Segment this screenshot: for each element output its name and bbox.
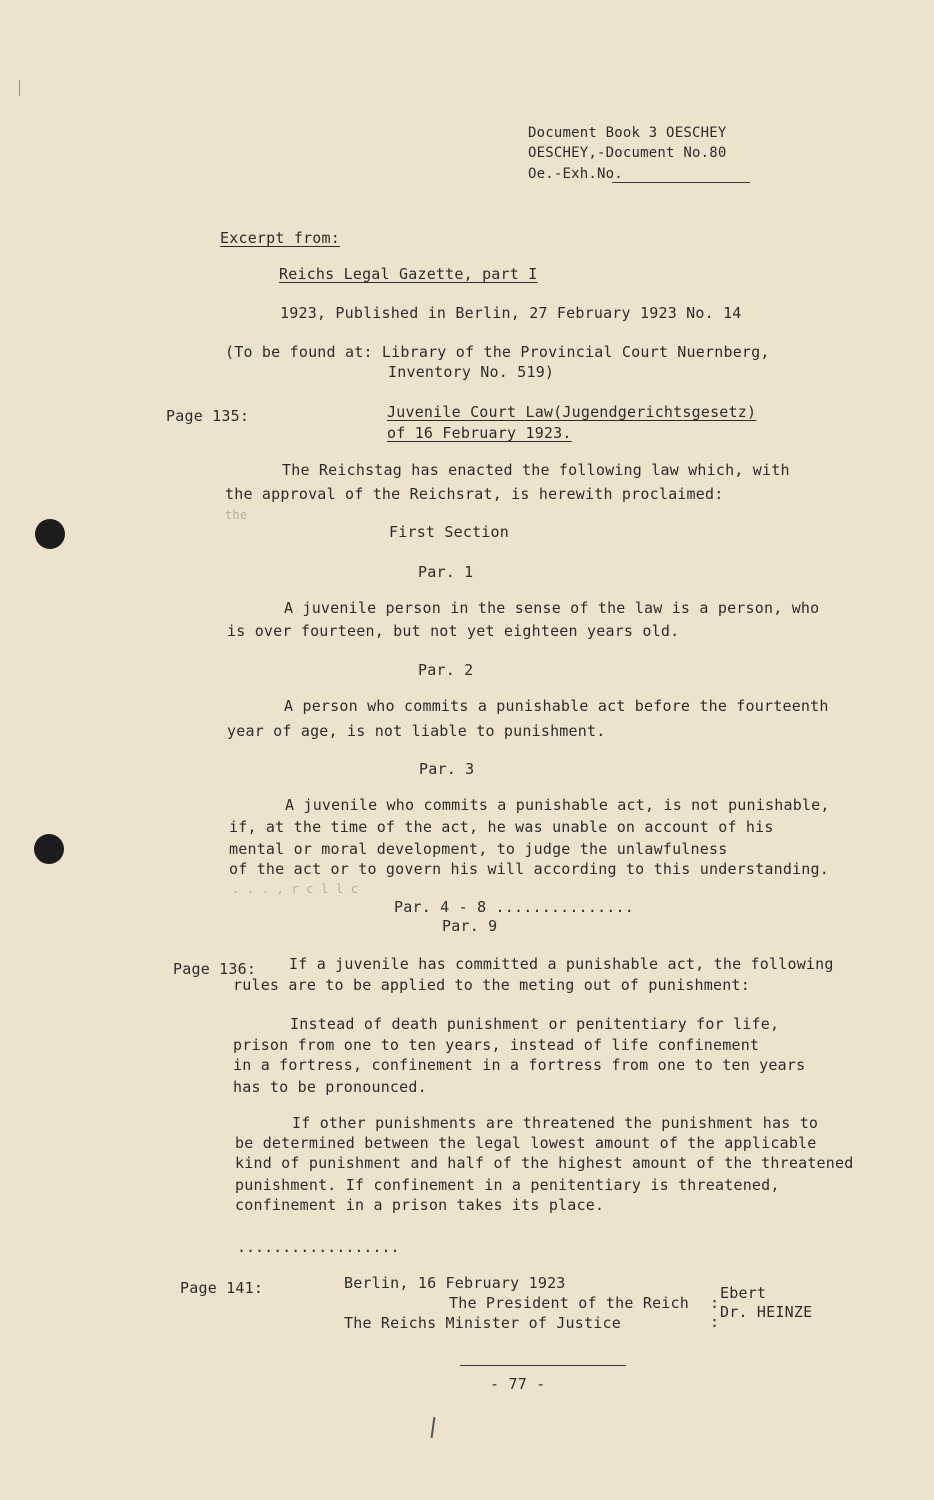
par9-rule2-line2: be determined between the legal lowest amount of the applicable xyxy=(235,1134,817,1152)
par9-rule2-line5: confinement in a prison takes its place. xyxy=(235,1196,605,1214)
page-ref-136: Page 136: xyxy=(173,960,257,978)
par3-heading: Par. 3 xyxy=(419,760,475,778)
law-title-line1: Juvenile Court Law(Jugendgerichtsgesetz) xyxy=(387,403,757,421)
publication-line: 1923, Published in Berlin, 27 February 1923 No. 14 xyxy=(280,304,742,322)
preamble-faint: the xyxy=(225,508,248,522)
par9-rule1-line4: has to be pronounced. xyxy=(233,1078,427,1096)
preamble-line1: The Reichstag has enacted the following law which, with xyxy=(282,461,790,479)
section-title: First Section xyxy=(389,523,509,541)
par3-line4: of the act or to govern his will according to this understanding. xyxy=(229,860,829,878)
par9-rule1-line2: prison from one to ten years, instead of life confinement xyxy=(233,1036,760,1054)
par3-faint: . . . , r c l l c xyxy=(232,882,359,896)
par3-line1: A juvenile who commits a punishable act, is not punishable, xyxy=(285,796,830,814)
source-title: Reichs Legal Gazette, part I xyxy=(279,265,538,283)
par3-line3: mental or moral development, to judge the unlawfulness xyxy=(229,840,728,858)
par2-line2: year of age, is not liable to punishment. xyxy=(227,722,606,740)
par9-rule1-line3: in a fortress, confinement in a fortress from one to ten years xyxy=(233,1056,806,1074)
par1-line1: A juvenile person in the sense of the law is a person, who xyxy=(284,599,820,617)
found-at-line2: Inventory No. 519) xyxy=(388,363,555,381)
par2-line1: A person who commits a punishable act before the fourteenth xyxy=(284,697,829,715)
par9-intro-line1: If a juvenile has committed a punishable act, the following xyxy=(289,955,834,973)
signature-colon-1: : xyxy=(710,1294,720,1312)
par9-intro-line2: rules are to be applied to the meting out of punishment: xyxy=(233,976,750,994)
law-title-line2: of 16 February 1923. xyxy=(387,424,572,442)
excerpt-label: Excerpt from: xyxy=(220,229,340,247)
edge-mark xyxy=(19,80,20,96)
signature-heinze: Dr. HEINZE xyxy=(720,1303,813,1321)
par2-heading: Par. 2 xyxy=(418,661,474,679)
signature-ebert: Ebert xyxy=(720,1284,767,1302)
par9-heading: Par. 9 xyxy=(442,917,498,935)
page-ref-135: Page 135: xyxy=(166,407,250,425)
par1-heading: Par. 1 xyxy=(418,563,474,581)
signature-colon-2: : xyxy=(710,1313,720,1331)
header-exhibit-number: Oe.-Exh.No. xyxy=(528,166,623,182)
par3-line2: if, at the time of the act, he was unable on account of his xyxy=(229,818,774,836)
par4-8-line: Par. 4 - 8 ............... xyxy=(394,898,634,916)
signature-president: The President of the Reich xyxy=(449,1294,689,1312)
binder-hole-top xyxy=(35,519,65,549)
par9-rule2-line4: punishment. If confinement in a penitentiary is threatened, xyxy=(235,1176,780,1194)
par9-rule2-line1: If other punishments are threatened the punishment has to xyxy=(292,1114,819,1132)
header-doc-number: OESCHEY,-Document No.80 xyxy=(528,145,727,161)
binder-hole-bottom xyxy=(34,834,64,864)
stray-pencil-mark xyxy=(431,1417,436,1438)
par1-line2: is over fourteen, but not yet eighteen years old. xyxy=(227,622,680,640)
preamble-line2: the approval of the Reichsrat, is herewith proclaimed: xyxy=(225,485,724,503)
page-ref-141: Page 141: xyxy=(180,1279,264,1297)
signature-minister: The Reichs Minister of Justice xyxy=(344,1314,621,1332)
signature-place-date: Berlin, 16 February 1923 xyxy=(344,1274,566,1292)
omission-dots: .................. xyxy=(237,1238,400,1256)
found-at-line1: (To be found at: Library of the Provincial Court Nuernberg, xyxy=(225,343,770,361)
par9-rule1-line1: Instead of death punishment or penitentiary for life, xyxy=(290,1015,780,1033)
exhibit-number-rule xyxy=(612,182,750,183)
par9-rule2-line3: kind of punishment and half of the highest amount of the threatened xyxy=(235,1154,854,1172)
page-number-rule xyxy=(460,1365,626,1366)
page-number: - 77 - xyxy=(490,1375,546,1393)
header-doc-book: Document Book 3 OESCHEY xyxy=(528,125,727,141)
